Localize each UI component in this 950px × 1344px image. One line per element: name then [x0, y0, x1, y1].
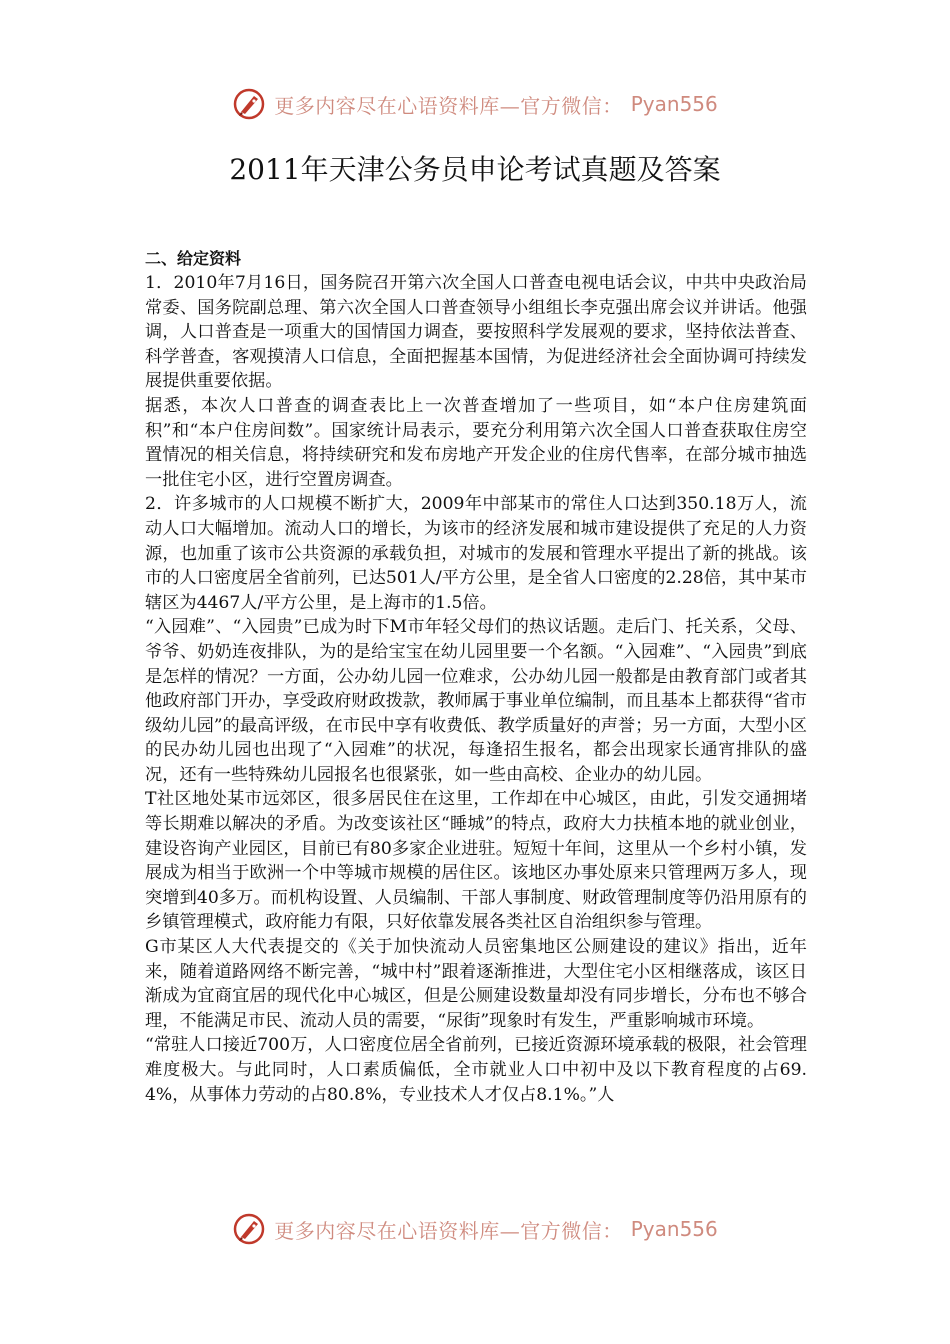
- pen-nib-logo-icon: [232, 1212, 266, 1246]
- document-body: [145, 247, 807, 1107]
- watermark-text: 更多内容尽在心语资料库—官方微信：: [274, 1218, 623, 1243]
- watermark-text: 更多内容尽在心语资料库—官方微信：: [274, 93, 623, 118]
- pen-nib-logo-icon: [232, 87, 266, 121]
- paragraph: 1．2010年7月16日，国务院召开第六次全国人口普查电视电话会议，中共中央政治局常委、国务院副总理、第六次全国人口普查领导小组组长李克强出席会议并讲话。他强调，人口普查是一项重大的国情国力调查，要按照科学发展观的要求，坚持依法普查、科学普查，客观摸清人口信息，全面把握基本国情，为促进经济社会全面协调可持续发展提供重要依据。: [145, 273, 807, 392]
- paragraph: 据悉，本次人口普查的调查表比上一次普查增加了一些项目，如“本户住房建筑面积”和“本户住房间数”。国家统计局表示，要充分利用第六次全国人口普查获取住房空置情况的相关信息，将持续研究和发布房地产开发企业的住房代售率，在部分城市抽选一批住宅小区，进行空置房调查。: [145, 395, 807, 490]
- paragraph: 2．许多城市的人口规模不断扩大，2009年中部某市的常住人口达到350.18万人，流动人口大幅增加。流动人口的增长，为该市的经济发展和城市建设提供了充足的人力资源，也加重了该市公共资源的承载负担，对城市的发展和管理水平提出了新的挑战。该市的人口密度居全省前列，已达501人/平方公里，是全省人口密度的2.28倍，其中某市辖区为4467人/平方公里，是上海市的1.5倍。: [145, 494, 807, 613]
- watermark-handle: Pyan556: [630, 1217, 718, 1241]
- document-title: 2011年天津公务员申论考试真题及答案: [229, 153, 721, 186]
- watermark-handle: Pyan556: [630, 92, 718, 116]
- section-heading: 二、给定资料: [145, 249, 242, 268]
- paragraph: “常驻人口接近700万，人口密度位居全省前列，已接近资源环境承载的极限，社会管理难度极大。与此同时，人口素质偏低，全市就业人口中初中及以下教育程度的占69.4%，从事体力劳动的占80.8%，专业技术人才仅占8.1%。”人: [145, 1035, 807, 1105]
- header-watermark: [0, 84, 950, 124]
- footer-watermark: [0, 1209, 950, 1249]
- paragraph: G市某区人大代表提交的《关于加快流动人员密集地区公厕建设的建议》指出，近年来，随着道路网络不断完善，“城中村”跟着逐渐推进，大型住宅小区相继落成，该区日渐成为宜商宜居的现代化中心城区，但是公厕建设数量却没有同步增长，分布也不够合理，不能满足市民、流动人员的需要，“尿街”现象时有发生，严重影响城市环境。: [145, 937, 807, 1031]
- paragraph: “入园难”、“入园贵”已成为时下M市年轻父母们的热议话题。走后门、托关系，父母、爷爷、奶奶连夜排队，为的是给宝宝在幼儿园里要一个名额。“入园难”、“入园贵”到底是怎样的情况？一方面，公办幼儿园一位难求，公办幼儿园一般都是由教育部门或者其他政府部门开办，享受政府财政拨款，教师属于事业单位编制，而且基本上都获得“省市级幼儿园”的最高评级，在市民中享有收费低、教学质量好的声誉；另一方面，大型小区的民办幼儿园也出现了“入园难”的状况，每逢招生报名，都会出现家长通宵排队的盛况，还有一些特殊幼儿园报名也很紧张，如一些由高校、企业办的幼儿园。: [145, 617, 807, 785]
- paragraph: T社区地处某市远郊区，很多居民住在这里，工作却在中心城区，由此，引发交通拥堵等长期难以解决的矛盾。为改变该社区“睡城”的特点，政府大力扶植本地的就业创业，建设咨询产业园区，目前已有80多家企业进驻。短短十年间，这里从一个乡村小镇，发展成为相当于欧洲一个中等城市规模的居住区。该地区办事处原来只管理两万多人，现突增到40多万。而机构设置、人员编制、干部人事制度、财政管理制度等仍沿用原有的乡镇管理模式，政府能力有限，只好依靠发展各类社区自治组织参与管理。: [145, 789, 807, 933]
